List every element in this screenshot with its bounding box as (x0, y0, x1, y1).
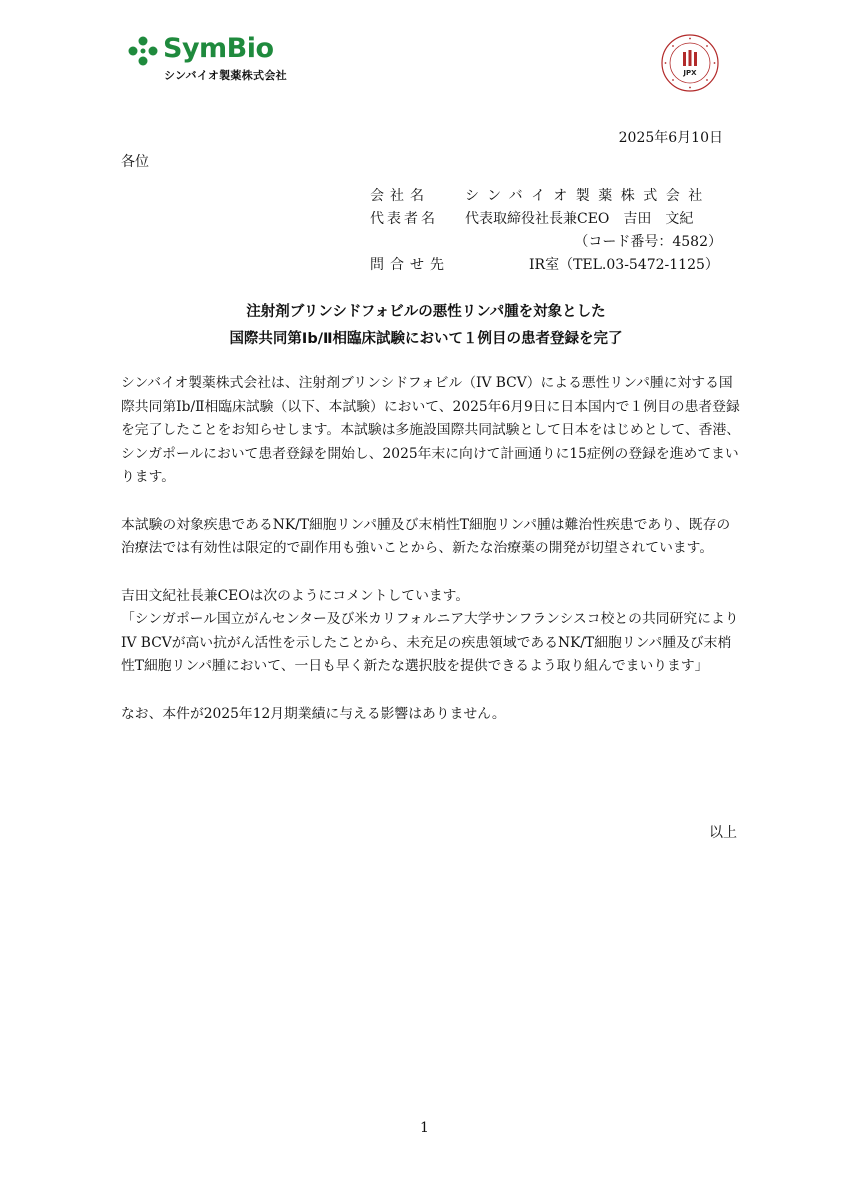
stock-code: （コード番号：4582） (574, 234, 722, 250)
stock-code-row (370, 231, 722, 254)
paragraph-earnings-impact: なお、本件が2025年12月期業績に与える影響はありません。 (121, 705, 506, 722)
jpx-listed-seal-icon (660, 33, 720, 93)
headline-line-2: 国際共同第Ⅰb/Ⅱ相臨床試験において１例目の患者登録を完了 (229, 331, 623, 347)
company-value: シンバイオ製薬株式会社 (465, 188, 711, 204)
logo-company-name: シンバイオ製薬株式会社 (164, 69, 287, 82)
representative-label: 代表者名 (370, 211, 438, 227)
representative-row (370, 208, 722, 231)
paragraph-ceo-quote: 「シンガポール国立がんセンター及び米カリフォルニア大学サンフランシスコ校との共同研究によりIV BCVが高い抗がん活性を示したことから、未充足の疾患領域であるNK/T細胞リンパ腫及び末梢性T細胞リンパ腫において、一日も早く新たな選択肢を提供できるよう取り組んでまいります」 (121, 611, 739, 674)
paragraph-announcement: シンバイオ製薬株式会社は、注射剤ブリンシドフォビル（IV BCV）による悪性リンパ腫に対する国際共同第Ⅰb/Ⅱ相臨床試験（以下、本試験）において、2025年6月9日に日本国内で１例目の患者登録を完了したことをお知らせします。本試験は多施設国際共同試験として日本をはじめとして、香港、シンガポールにおいて患者登録を開始し、2025年末に向けて計画通りに15症例の登録を進めてまいります。 (121, 375, 741, 485)
headline (121, 299, 731, 353)
release-date: 2025年6月10日 (618, 130, 723, 146)
headline-line-1: 注射剤ブリンシドフォビルの悪性リンパ腫を対象とした (246, 304, 606, 320)
paragraph-comment-intro: 吉田文紀社長兼CEOは次のようにコメントしています。 (121, 587, 470, 604)
company-label: 会社名 (370, 188, 430, 204)
closing-mark: 以上 (709, 825, 737, 841)
representative-value: 代表取締役社長兼CEO 吉田 文紀 (465, 211, 694, 227)
seal-label: JPX (683, 69, 697, 77)
addressee: 各位 (121, 154, 149, 170)
company-name-row (370, 185, 722, 208)
body-text (121, 372, 741, 750)
page-number: 1 (420, 1120, 429, 1136)
company-info-block (370, 185, 722, 277)
contact-label: 問合せ先 (370, 257, 450, 273)
company-logo (127, 30, 287, 86)
contact-value: IR室（TEL.03-5472-1125） (529, 257, 719, 273)
logo-wordmark: SymBio (163, 33, 274, 64)
symbio-logo-icon (127, 35, 159, 67)
paragraph-background: 本試験の対象疾患であるNK/T細胞リンパ腫及び末梢性T細胞リンパ腫は難治性疾患であり、既存の治療法では有効性は限定的で副作用も強いことから、新たな治療薬の開発が切望されています。 (121, 516, 731, 556)
contact-row (370, 254, 722, 277)
